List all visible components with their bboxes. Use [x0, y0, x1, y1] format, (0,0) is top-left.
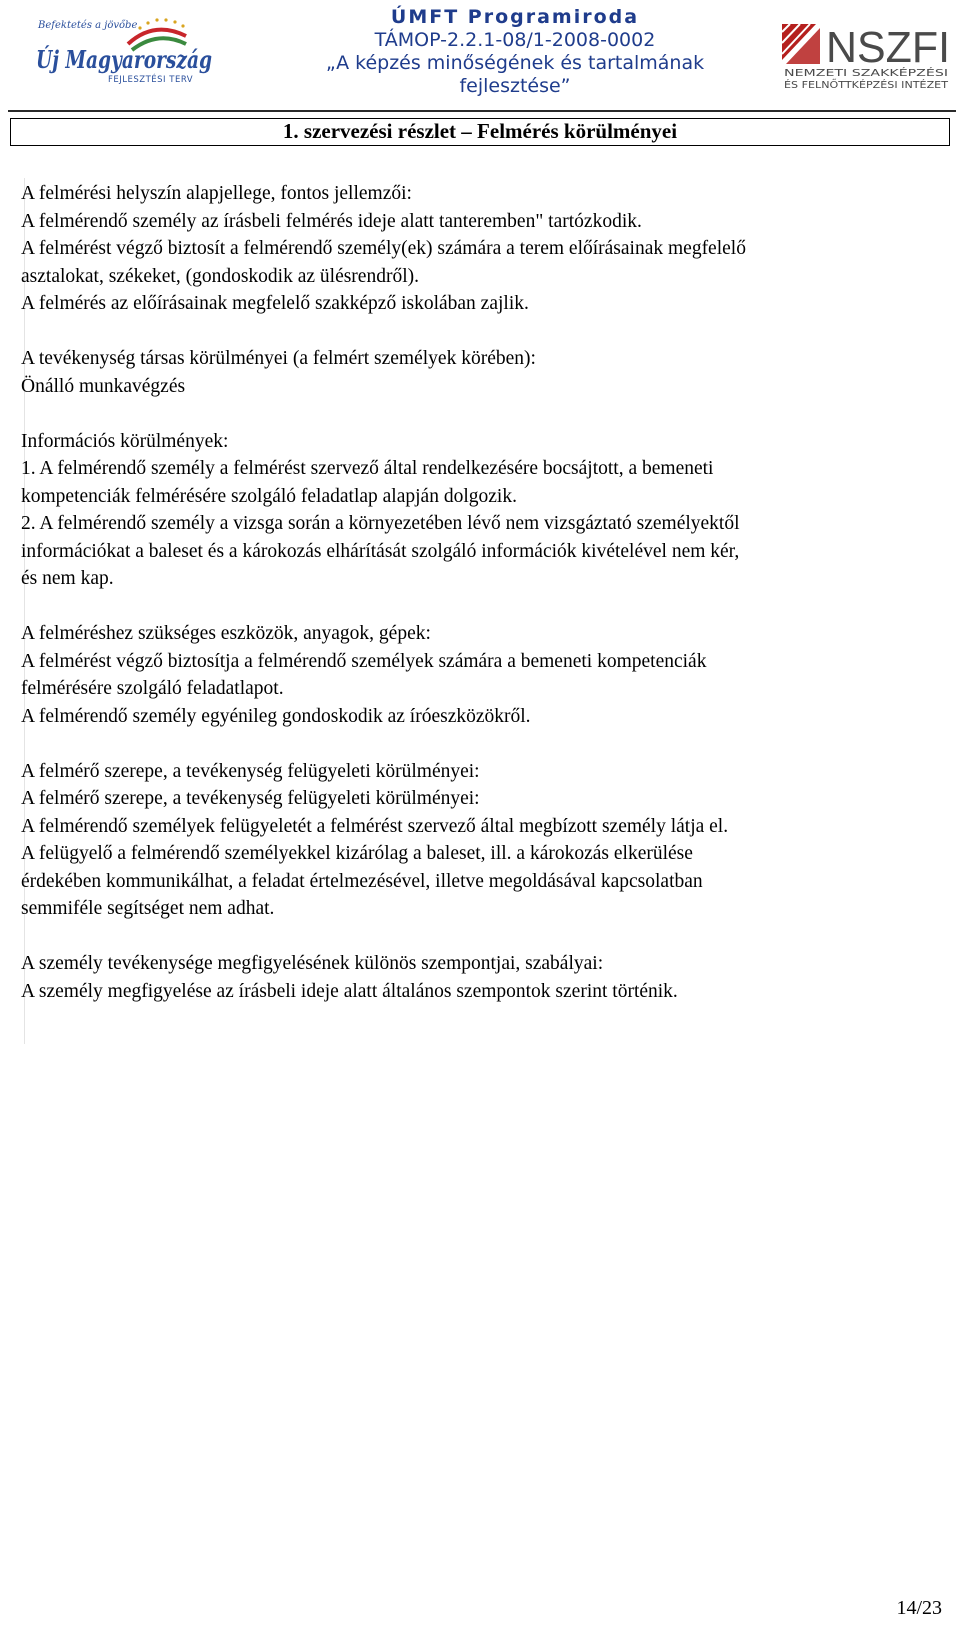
- paragraph-social-conditions: [21, 345, 941, 400]
- nszfi-logo: [782, 16, 952, 92]
- nszfi-name: NSZFI: [826, 23, 950, 72]
- header-title-block: [290, 6, 740, 98]
- paragraph-tools: [21, 620, 941, 730]
- paragraph-location: [21, 180, 941, 318]
- logo-name: Új Magyarország: [36, 45, 212, 74]
- text-line: 2. A felmérendő személy a vizsga során a környezetében lévő nem vizsgáztató személyektől: [21, 513, 740, 534]
- text-line: A felmérendő személy az írásbeli felmérés ideje alatt tanteremben" tartózkodik.: [21, 210, 642, 232]
- section-title: 1. szervezési részlet – Felmérés körülményei: [10, 118, 950, 146]
- text-line: A felmérő szerepe, a tevékenység felügyeleti körülményei:: [21, 760, 480, 782]
- text-line: A személy megfigyelése az írásbeli ideje alatt általános szempontok szerint történik.: [21, 980, 678, 1002]
- header-project-line2: fejlesztése”: [459, 75, 571, 97]
- header-project-line1: „A képzés minőségének és tartalmának: [325, 52, 705, 74]
- header-divider: [8, 110, 956, 112]
- text-line: A személy tevékenysége megfigyelésének különös szempontjai, szabályai:: [21, 953, 604, 974]
- text-line: A felmérő szerepe, a tevékenység felügyeleti körülményei:: [21, 788, 480, 809]
- text-line: érdekében kommunikálhat, a feladat értelmezésével, illetve megoldásával kapcsolatban: [21, 870, 703, 892]
- text-line: Információs körülmények:: [21, 430, 229, 452]
- text-line: A felmérendő személy egyénileg gondoskodik az íróeszközökről.: [21, 705, 531, 727]
- logo-subtitle: FEJLESZTÉSI TERV: [108, 75, 194, 85]
- text-line: semmiféle segítséget nem adhat.: [21, 898, 275, 919]
- header-code: TÁMOP-2.2.1-08/1-2008-0002: [374, 29, 656, 51]
- uj-magyarorszag-logo: [36, 14, 214, 90]
- text-line: A felügyelő a felmérendő személyekkel kizárólag a baleset, ill. a károkozás elkerülése: [21, 843, 693, 864]
- nszfi-line1: NEMZETI SZAKKÉPZÉSI: [784, 68, 895, 79]
- nszfi-emblem-icon: [782, 24, 820, 64]
- text-line: A felmérendő személyek felügyeletét a felmérést szervező által megbízott személy látja el.: [21, 815, 729, 837]
- text-line: A tevékenység társas körülményei (a felmért személyek körében):: [21, 348, 536, 369]
- page-number: 14/23: [896, 1597, 942, 1619]
- text-line: A felmérést végző biztosít a felmérendő személy(ek) számára a terem előírásainak megfelelő: [21, 238, 746, 259]
- logo-tagline: Befektetés a jövőbe: [38, 20, 138, 31]
- page-header: [0, 0, 960, 114]
- document-body: [21, 180, 941, 1033]
- text-line: Önálló munkavégzés: [21, 375, 186, 397]
- header-org: ÚMFT Programiroda: [390, 6, 640, 28]
- text-line: felmérésére szolgáló feladatlapot.: [21, 678, 284, 699]
- paragraph-information-conditions: [21, 428, 941, 593]
- paragraph-observation: [21, 950, 941, 1005]
- text-line: kompetenciák felmérésére szolgáló feladatlap alapján dolgozik.: [21, 485, 517, 507]
- text-line: A felmérést végző biztosítja a felmérendő személyek számára a bemeneti kompetenciák: [21, 650, 707, 672]
- text-line: 1. A felmérendő személy a felmérést szervező által rendelkezésére bocsájtott, a bemeneti: [21, 458, 714, 479]
- text-line: és nem kap.: [21, 568, 114, 589]
- text-line: információkat a baleset és a károkozás elhárítását szolgáló információk kivételével nem kér,: [21, 540, 740, 562]
- text-line: A felmérési helyszín alapjellege, fontos jellemzői:: [21, 183, 412, 204]
- nszfi-line2: ÉS FELNŐTTKÉPZÉSI INTÉZET: [784, 80, 925, 91]
- text-line: asztalokat, székeket, (gondoskodik az ülésrendről).: [21, 265, 419, 287]
- text-line: A felmérés az előírásainak megfelelő szakképző iskolában zajlik.: [21, 293, 529, 314]
- text-line: A felméréshez szükséges eszközök, anyagok, gépek:: [21, 623, 431, 644]
- paragraph-supervision: [21, 758, 941, 923]
